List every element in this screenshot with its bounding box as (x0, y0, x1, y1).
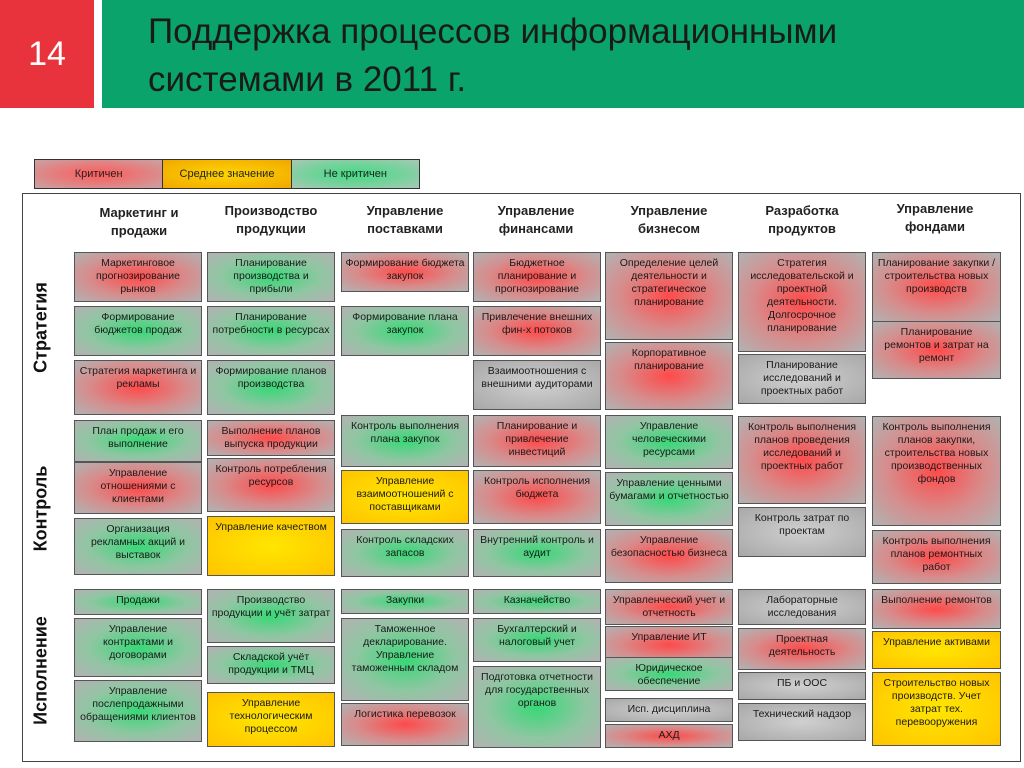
process-cell (872, 321, 1001, 379)
process-cell-label: Маркетинговое прогнозирование рынков (96, 257, 180, 295)
process-cell-label: Логистика перевозок (354, 708, 456, 720)
legend (34, 159, 420, 189)
process-cell (473, 252, 601, 302)
process-cell-label: Юридическое обеспечение (635, 662, 703, 687)
process-cell-label: ПБ и ООС (776, 677, 828, 689)
process-cell-label: Формирование бюджетов продаж (94, 311, 182, 336)
process-cell (341, 306, 469, 356)
process-cell (738, 672, 866, 700)
process-cell (738, 589, 866, 625)
process-cell-label: Продажи (116, 594, 160, 606)
legend-critical: Критичен (35, 160, 162, 188)
process-cell (74, 589, 202, 615)
process-cell (74, 618, 202, 677)
process-cell-label: Управление послепродажными обращениями клиентов (80, 685, 196, 723)
process-cell (341, 252, 469, 292)
process-cell (738, 252, 866, 352)
process-cell (74, 306, 202, 356)
process-cell (738, 628, 866, 670)
process-cell (738, 703, 866, 741)
process-cell-label: Выполнение планов выпуска продукции (221, 425, 321, 450)
process-cell (473, 589, 601, 614)
process-cell-label: Формирование бюджета закупок (345, 257, 465, 282)
process-cell (605, 252, 733, 340)
process-cell (473, 360, 601, 410)
process-cell (605, 529, 733, 583)
process-cell-label: Стратегия исследовательской и проектной деятельности. Долгосрочное планирование (750, 257, 854, 334)
process-cell (473, 306, 601, 356)
process-cell-label: Контроль выполнения планов ремонтных работ (882, 535, 991, 573)
process-cell (473, 618, 601, 662)
process-cell-label: Исп. дисциплина (627, 703, 711, 715)
process-cell-label: Управление взаимоотношений с поставщиками (356, 475, 454, 513)
process-cell-label: Корпоративное планирование (631, 347, 707, 372)
row-label-execution: Исполнение (30, 616, 51, 725)
process-cell-label: Формирование планов производства (215, 365, 327, 390)
process-cell-label: АХД (658, 729, 680, 741)
process-cell-label: Контроль складских запасов (356, 534, 454, 559)
column-header-production: Производство продукции (224, 203, 318, 236)
process-cell (605, 472, 733, 526)
process-cell (207, 516, 335, 576)
process-cell (605, 724, 733, 748)
process-cell (341, 415, 469, 467)
process-cell (872, 252, 1001, 322)
column-header-marketing: Маркетинг и продажи (99, 205, 179, 238)
process-cell-label: Контроль выполнения планов закупки, строительства новых производственных фондов (882, 421, 991, 485)
process-cell-label: Проектная деятельность (768, 633, 836, 658)
process-cell-label: Взаимоотношения с внешними аудиторами (481, 365, 593, 390)
process-cell-label: Привлечение внешних фин-х потоков (481, 311, 593, 336)
process-cell-label: Закупки (385, 594, 425, 606)
process-cell (341, 529, 469, 577)
process-cell-label: Планирование производства и прибыли (233, 257, 309, 295)
process-cell (341, 703, 469, 746)
process-cell-label: Планирование и привлечение инвестиций (496, 420, 578, 458)
process-cell-label: Управление контрактами и договорами (103, 623, 173, 661)
process-cell (473, 470, 601, 524)
process-cell (473, 529, 601, 577)
process-cell-label: Управление безопасностью бизнеса (610, 534, 728, 559)
process-cell (341, 470, 469, 524)
process-cell (473, 666, 601, 748)
process-cell (207, 252, 335, 302)
process-cell (207, 692, 335, 747)
process-cell-label: Строительство новых производств. Учет затрат тех. перевооружения (883, 677, 990, 728)
process-cell (605, 415, 733, 469)
legend-noncritical: Не критичен (292, 160, 419, 188)
process-cell (341, 589, 469, 614)
column-header-products: Разработка продуктов (765, 203, 839, 236)
process-cell-label: Управление отношениями с клиентами (100, 467, 176, 505)
process-cell-label: Управление ИТ (631, 631, 707, 643)
process-cell (341, 618, 469, 701)
process-cell-label: Складской учёт продукции и ТМЦ (228, 651, 314, 676)
process-cell (872, 672, 1001, 746)
process-cell-label: Выполнение ремонтов (881, 594, 992, 606)
process-cell-label: Планирование исследований и проектных работ (760, 359, 844, 397)
process-cell (605, 657, 733, 691)
process-cell (207, 420, 335, 456)
process-cell-label: Контроль затрат по проектам (754, 512, 850, 537)
process-cell (207, 306, 335, 356)
process-cell (207, 589, 335, 643)
process-cell (738, 416, 866, 504)
slide-title: Поддержка процессов информационными системами в 2011 г. (148, 12, 838, 99)
process-cell-label: Планирование ремонтов и затрат на ремонт (884, 326, 989, 364)
process-cell-label: Контроль потребления ресурсов (215, 463, 327, 488)
process-cell (207, 646, 335, 684)
process-cell-label: Планирование закупки / строительства новых производств (877, 257, 996, 295)
process-cell-label: Управление человеческими ресурсами (631, 420, 707, 458)
process-cell-label: Определение целей деятельности и стратегическое планирование (619, 257, 719, 308)
process-cell (74, 360, 202, 415)
column-header-supply: Управление поставками (366, 203, 444, 236)
process-cell-label: Подготовка отчетности для государственных органов (481, 671, 593, 709)
process-cell-label: Управление ценными бумагами и отчетностью (609, 477, 729, 502)
process-cell (872, 589, 1001, 629)
process-cell-label: Контроль выполнения плана закупок (350, 420, 460, 445)
process-cell (605, 698, 733, 722)
process-cell-label: Управление активами (883, 636, 990, 648)
process-cell-label: Контроль выполнения планов проведения исследований и проектных работ (747, 421, 857, 472)
process-cell (207, 458, 335, 512)
process-cell (872, 416, 1001, 526)
process-cell (207, 360, 335, 415)
process-cell-label: Формирование плана закупок (352, 311, 458, 336)
process-cell (872, 530, 1001, 584)
process-cell-label: Планирование потребности в ресурсах (212, 311, 330, 336)
process-cell (74, 680, 202, 742)
process-cell-label: Контроль исполнения бюджета (483, 475, 591, 500)
process-cell-label: Лабораторные исследования (766, 594, 838, 619)
process-cell-label: Казначейство (503, 594, 571, 606)
process-cell-label: Управленческий учет и отчетность (612, 594, 726, 619)
process-cell-label: Бюджетное планирование и прогнозирование (495, 257, 579, 295)
row-label-control: Контроль (30, 465, 51, 552)
process-cell (74, 420, 202, 462)
process-cell (738, 354, 866, 404)
process-cell (605, 589, 733, 625)
legend-medium: Среднее значение (162, 160, 291, 188)
process-cell (872, 631, 1001, 669)
process-cell-label: Таможенное декларирование. Управление таможенным складом (351, 623, 459, 674)
column-header-finance: Управление финансами (497, 203, 575, 236)
process-cell-label: План продаж и его выполнение (92, 425, 184, 450)
process-cell-label: Стратегия маркетинга и рекламы (79, 365, 197, 390)
process-cell (74, 462, 202, 514)
process-cell-label: Управление технологическим процессом (229, 697, 313, 735)
process-cell-label: Технический надзор (752, 708, 852, 720)
process-cell (473, 415, 601, 467)
slide-number: 14 (0, 0, 94, 108)
process-cell-label: Управление качеством (215, 521, 327, 533)
process-cell (74, 518, 202, 575)
row-label-strategy: Стратегия (30, 282, 51, 373)
process-cell (738, 507, 866, 557)
process-cell (605, 342, 733, 410)
process-cell (74, 252, 202, 302)
process-cell-label: Производство продукции и учёт затрат (211, 594, 331, 619)
column-header-business: Управление бизнесом (630, 203, 708, 236)
column-header-funds: Управление фондами (896, 201, 974, 234)
process-cell-label: Внутренний контроль и аудит (480, 534, 594, 559)
process-cell-label: Организация рекламных акций и выставок (90, 523, 186, 561)
process-cell-label: Бухгалтерский и налоговый учет (497, 623, 577, 648)
